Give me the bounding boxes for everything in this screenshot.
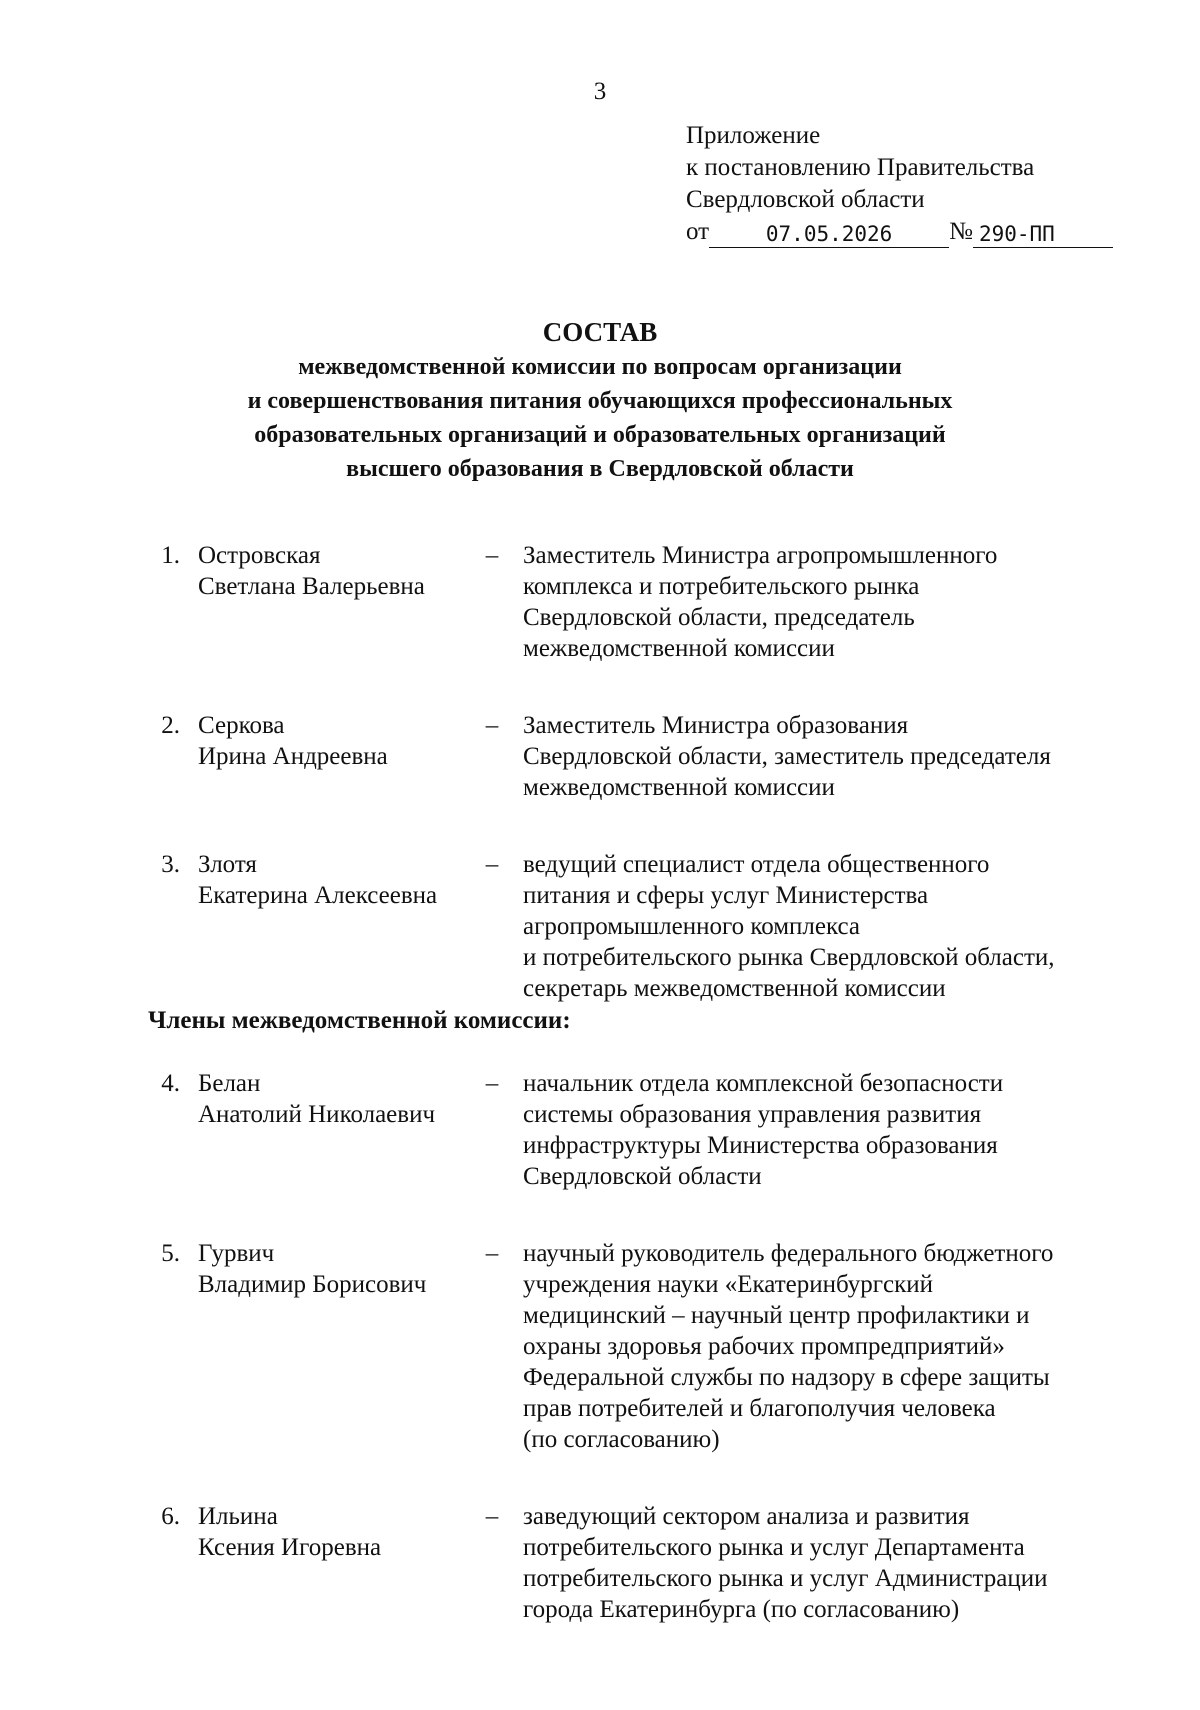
member-position-line: Свердловской области, председатель	[523, 604, 915, 631]
member-name	[198, 1501, 478, 1563]
dash-separator: –	[485, 712, 499, 739]
member-name-line: Екатерина Алексеевна	[198, 882, 438, 909]
members-heading: Члены межведомственной комиссии:	[148, 1007, 571, 1034]
member-position-line: Заместитель Министра образования	[523, 712, 909, 739]
member-position-line: агропромышленного комплекса	[523, 913, 861, 940]
member-position-line: учреждения науки «Екатеринбургский	[523, 1271, 934, 1298]
member-name	[198, 1068, 478, 1130]
member-position	[523, 710, 1143, 803]
appendix-line: к постановлению Правительства	[686, 154, 1035, 181]
member-name-line: Анатолий Николаевич	[198, 1101, 436, 1128]
member-position	[523, 849, 1143, 1004]
date-prefix: от	[686, 218, 710, 245]
entry-number: 4.	[161, 1070, 180, 1097]
member-name	[198, 540, 478, 602]
entry-number: 1.	[161, 542, 180, 569]
dash-separator: –	[485, 1070, 499, 1097]
member-position-line: (по согласованию)	[523, 1426, 720, 1453]
member-position-line: медицинский – научный центр профилактики и	[523, 1302, 1030, 1329]
entry-number: 5.	[161, 1240, 180, 1267]
member-name-line: Гурвич	[198, 1240, 275, 1267]
member-position	[523, 540, 1143, 664]
member-position-line: заведующий сектором анализа и развития	[523, 1503, 970, 1530]
member-name	[198, 1238, 478, 1300]
resolution-number: 290-ПП	[973, 221, 1113, 248]
member-position-line: научный руководитель федерального бюджетного	[523, 1240, 1054, 1267]
member-position-line: системы образования управления развития	[523, 1101, 982, 1128]
member-position-line: начальник отдела комплексной безопасности	[523, 1070, 1004, 1097]
member-position-line: секретарь межведомственной комиссии	[523, 975, 946, 1002]
title-line: и совершенствования питания обучающихся профессиональных	[247, 388, 953, 414]
member-name-line: Серкова	[198, 712, 285, 739]
member-position-line: прав потребителей и благополучия человека	[523, 1395, 996, 1422]
title-line: межведомственной комиссии по вопросам организации	[298, 354, 902, 380]
member-name-line: Островская	[198, 542, 321, 569]
member-position-line: охраны здоровья рабочих промпредприятий»	[523, 1333, 1005, 1360]
dash-separator: –	[485, 851, 499, 878]
member-position-line: питания и сферы услуг Министерства	[523, 882, 929, 909]
member-position	[523, 1501, 1143, 1625]
entry-number: 6.	[161, 1503, 180, 1530]
resolution-date: 07.05.2026	[709, 221, 949, 248]
appendix-line: Приложение	[686, 122, 821, 149]
member-name-line: Ксения Игоревна	[198, 1534, 382, 1561]
member-position-line: инфраструктуры Министерства образования	[523, 1132, 998, 1159]
member-position-line: Свердловской области	[523, 1163, 762, 1190]
member-name-line: Светлана Валерьевна	[198, 573, 425, 600]
number-prefix: №	[949, 218, 973, 245]
member-name-line: Ирина Андреевна	[198, 743, 388, 770]
member-position-line: города Екатеринбурга (по согласованию)	[523, 1596, 960, 1623]
member-name-line: Злотя	[198, 851, 257, 878]
member-name-line: Белан	[198, 1070, 261, 1097]
member-position-line: потребительского рынка и услуг Администрации	[523, 1565, 1048, 1592]
document-title	[0, 314, 1200, 486]
dash-separator: –	[485, 542, 499, 569]
entry-number: 2.	[161, 712, 180, 739]
title-line: образовательных организаций и образовательных организаций	[254, 422, 946, 448]
dash-separator: –	[485, 1240, 499, 1267]
member-position-line: и потребительского рынка Свердловской области,	[523, 944, 1055, 971]
title-line: высшего образования в Свердловской области	[346, 456, 854, 482]
member-position-line: Заместитель Министра агропромышленного	[523, 542, 998, 569]
member-position-line: комплекса и потребительского рынка	[523, 573, 920, 600]
appendix-line: Свердловской области	[686, 186, 925, 213]
member-name-line: Владимир Борисович	[198, 1271, 427, 1298]
appendix-block	[686, 120, 1113, 248]
member-name	[198, 849, 478, 911]
entry-number: 3.	[161, 851, 180, 878]
title-main: СОСТАВ	[542, 317, 658, 347]
member-position	[523, 1068, 1143, 1192]
member-name-line: Ильина	[198, 1503, 278, 1530]
member-position-line: Свердловской области, заместитель председателя	[523, 743, 1051, 770]
dash-separator: –	[485, 1503, 499, 1530]
member-position-line: потребительского рынка и услуг Департамента	[523, 1534, 1025, 1561]
page-number: 3	[593, 78, 607, 105]
resolution-date-number	[686, 216, 1113, 248]
member-position-line: межведомственной комиссии	[523, 774, 835, 801]
member-position-line: межведомственной комиссии	[523, 635, 835, 662]
member-position-line: Федеральной службы по надзору в сфере защиты	[523, 1364, 1050, 1391]
member-name	[198, 710, 478, 772]
member-position	[523, 1238, 1143, 1455]
member-position-line: ведущий специалист отдела общественного	[523, 851, 990, 878]
